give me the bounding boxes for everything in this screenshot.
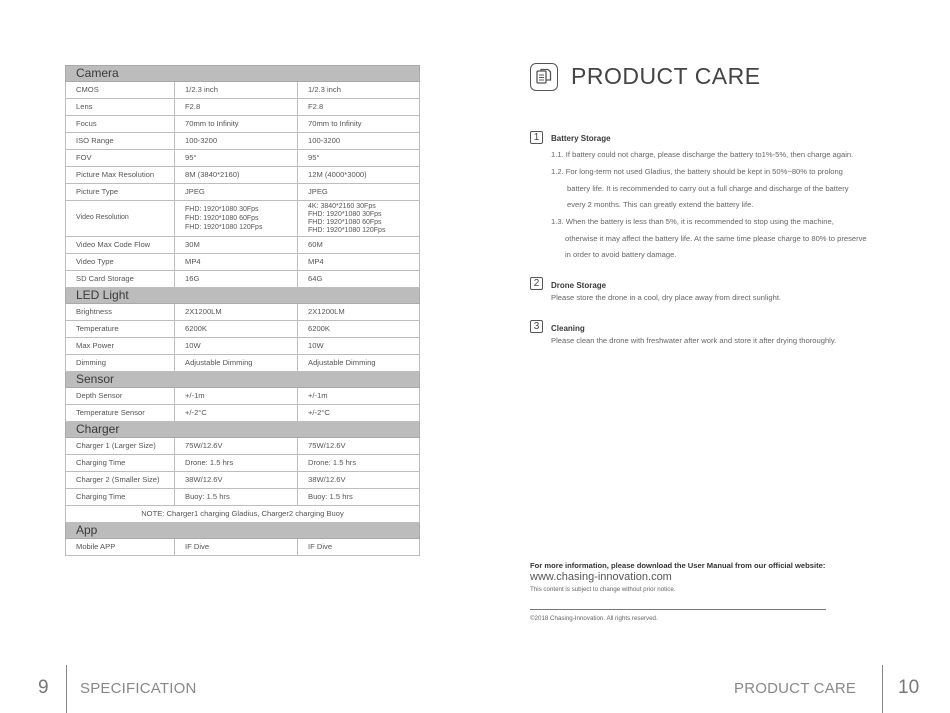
spec-value: 38W/12.6V (298, 472, 420, 489)
sensor-section-header (66, 372, 420, 388)
spec-label: Charger 2 (Smaller Size) (66, 472, 175, 489)
spec-value: MP4 (175, 254, 298, 271)
section-title: App (66, 523, 420, 539)
section-number-3: 3 (530, 320, 543, 333)
spec-value: MP4 (298, 254, 420, 271)
footer-divider-left (66, 665, 67, 713)
spec-label: FOV (66, 150, 175, 167)
spec-label: Temperature (66, 321, 175, 338)
table-row (66, 237, 420, 254)
cleaning-text: Please clean the drone with freshwater after work and store it after drying thoroughly. (551, 336, 837, 345)
section-number-1: 1 (530, 131, 543, 144)
drone-storage-heading: Drone Storage (551, 281, 607, 290)
spec-value-line: FHD: 1920*1080 30Fps (185, 206, 259, 213)
spec-label: Charging Time (66, 455, 175, 472)
table-row (66, 472, 420, 489)
spec-value: 60M (298, 237, 420, 254)
spec-value: Buoy: 1.5 hrs (175, 489, 298, 506)
more-info-text: For more information, please download the User Manual from our official website: (530, 561, 826, 570)
spec-label: Dimming (66, 355, 175, 372)
spec-label: Depth Sensor (66, 388, 175, 405)
table-row (66, 201, 420, 237)
battery-line-6: otherwise it may affect the battery life. At the same time please charge to 80% to preserve (565, 234, 867, 243)
table-row (66, 167, 420, 184)
spec-value: Adjustable Dimming (175, 355, 298, 372)
battery-line-4: every 2 months. This can greatly extend the battery life. (567, 200, 754, 209)
spec-label: Video Max Code Flow (66, 237, 175, 254)
document-copy-icon (530, 63, 558, 91)
spec-label: ISO Range (66, 133, 175, 150)
spec-value: 12M (4000*3000) (298, 167, 420, 184)
spec-value: 6200K (298, 321, 420, 338)
table-row (66, 438, 420, 455)
table-row (66, 150, 420, 167)
spec-label: Video Resolution (66, 201, 175, 237)
spec-value: Drone: 1.5 hrs (175, 455, 298, 472)
spec-label: CMOS (66, 82, 175, 99)
spec-value: 75W/12.6V (298, 438, 420, 455)
battery-storage-heading: Battery Storage (551, 134, 611, 143)
spec-value: 2X1200LM (175, 304, 298, 321)
spec-label: Picture Max Resolution (66, 167, 175, 184)
charger-note-row (66, 506, 420, 523)
spec-value: 75W/12.6V (175, 438, 298, 455)
spec-value: 95° (175, 150, 298, 167)
subject-to-change-text: This content is subject to change without prior notice. (530, 586, 676, 593)
spec-label: Charger 1 (Larger Size) (66, 438, 175, 455)
battery-line-2: 1.2. For long-term not used Gladius, the battery should be kept in 50%~80% to prolong (551, 167, 843, 176)
spec-label: Video Type (66, 254, 175, 271)
spec-value: +/-1m (175, 388, 298, 405)
spec-value: 30M (175, 237, 298, 254)
table-row (66, 489, 420, 506)
table-row (66, 271, 420, 288)
cleaning-heading: Cleaning (551, 324, 585, 333)
spec-value: +/-2°C (175, 405, 298, 422)
camera-section-header (66, 66, 420, 82)
spec-value: Buoy: 1.5 hrs (298, 489, 420, 506)
spec-value: 8M (3840*2160) (175, 167, 298, 184)
spec-label: Max Power (66, 338, 175, 355)
section-title: Camera (66, 66, 420, 82)
section-title: Sensor (66, 372, 420, 388)
spec-value-line: 4K: 3840*2160 30Fps (308, 202, 376, 210)
spec-label: Mobile APP (66, 539, 175, 556)
spec-label: Charging Time (66, 489, 175, 506)
table-row (66, 184, 420, 201)
battery-line-5: 1.3. When the battery is less than 5%, it is recommended to stop using the machine, (551, 217, 834, 226)
table-row (66, 254, 420, 271)
section-title: LED Light (66, 288, 420, 304)
spec-value-line: FHD: 1920*1080 60Fps (185, 215, 259, 222)
spec-value: 6200K (175, 321, 298, 338)
page-title: PRODUCT CARE (571, 63, 761, 89)
spec-value: 100-3200 (175, 133, 298, 150)
spec-value: 2X1200LM (298, 304, 420, 321)
spec-label: SD Card Storage (66, 271, 175, 288)
footer-divider-right (882, 665, 883, 713)
table-row (66, 82, 420, 99)
footer-label-left: SPECIFICATION (80, 680, 197, 697)
spec-value: 10W (175, 338, 298, 355)
section-title: Charger (66, 422, 420, 438)
spec-value: 70mm to Infinity (298, 116, 420, 133)
table-row (66, 455, 420, 472)
spec-value: 16G (175, 271, 298, 288)
spec-value: Adjustable Dimming (298, 355, 420, 372)
spec-label: Temperature Sensor (66, 405, 175, 422)
spec-value (175, 201, 298, 237)
page-number-right: 10 (898, 677, 920, 698)
copyright-text: ©2018 Chasing-Innovation. All rights reserved. (530, 615, 658, 622)
section-number-2: 2 (530, 277, 543, 290)
table-row (66, 321, 420, 338)
spec-value: +/-1m (298, 388, 420, 405)
spec-value-line: FHD: 1920*1080 120Fps (185, 224, 263, 231)
table-row (66, 338, 420, 355)
spec-value-line: FHD: 1920*1080 120Fps (308, 226, 386, 234)
spec-label: Focus (66, 116, 175, 133)
spec-value: 1/2.3 inch (298, 82, 420, 99)
app-section-header (66, 523, 420, 539)
table-row (66, 405, 420, 422)
table-row (66, 133, 420, 150)
spec-label: Picture Type (66, 184, 175, 201)
table-row (66, 355, 420, 372)
spec-label: Brightness (66, 304, 175, 321)
specification-table (65, 65, 420, 556)
table-row (66, 388, 420, 405)
led-light-section-header (66, 288, 420, 304)
spec-value: 1/2.3 inch (175, 82, 298, 99)
spec-value: 10W (298, 338, 420, 355)
table-row (66, 116, 420, 133)
spec-value: F2.8 (175, 99, 298, 116)
spec-value: +/-2°C (298, 405, 420, 422)
spec-value: JPEG (298, 184, 420, 201)
spec-label: Lens (66, 99, 175, 116)
table-row (66, 304, 420, 321)
spec-value: F2.8 (298, 99, 420, 116)
spec-value: 95° (298, 150, 420, 167)
spec-value-line: FHD: 1920*1080 60Fps (308, 218, 382, 226)
divider (530, 609, 826, 610)
battery-line-7: in order to avoid battery damage. (565, 250, 677, 259)
spec-value: 38W/12.6V (175, 472, 298, 489)
drone-storage-text: Please store the drone in a cool, dry place away from direct sunlight. (551, 293, 782, 302)
spec-value: Drone: 1.5 hrs (298, 455, 420, 472)
spec-value: IF Dive (298, 539, 420, 556)
website-link[interactable]: www.chasing-innovation.com (530, 571, 672, 583)
battery-line-3: battery life. It is recommended to carry out a full charge and discharge of the battery (567, 184, 849, 193)
spec-value: 70mm to Infinity (175, 116, 298, 133)
battery-line-1: 1.1. If battery could not charge, please discharge the battery to1%-5%, then charge again. (551, 150, 854, 159)
charger-note: NOTE: Charger1 charging Gladius, Charger2 charging Buoy (66, 506, 420, 523)
spec-value (298, 201, 420, 237)
table-row (66, 99, 420, 116)
spec-value: 64G (298, 271, 420, 288)
spec-value-line: FHD: 1920*1080 30Fps (308, 210, 382, 218)
spec-value: IF Dive (175, 539, 298, 556)
footer-label-right: PRODUCT CARE (734, 680, 857, 697)
table-row (66, 539, 420, 556)
spec-value: JPEG (175, 184, 298, 201)
spec-value: 100-3200 (298, 133, 420, 150)
page-number-left: 9 (38, 677, 49, 698)
charger-section-header (66, 422, 420, 438)
